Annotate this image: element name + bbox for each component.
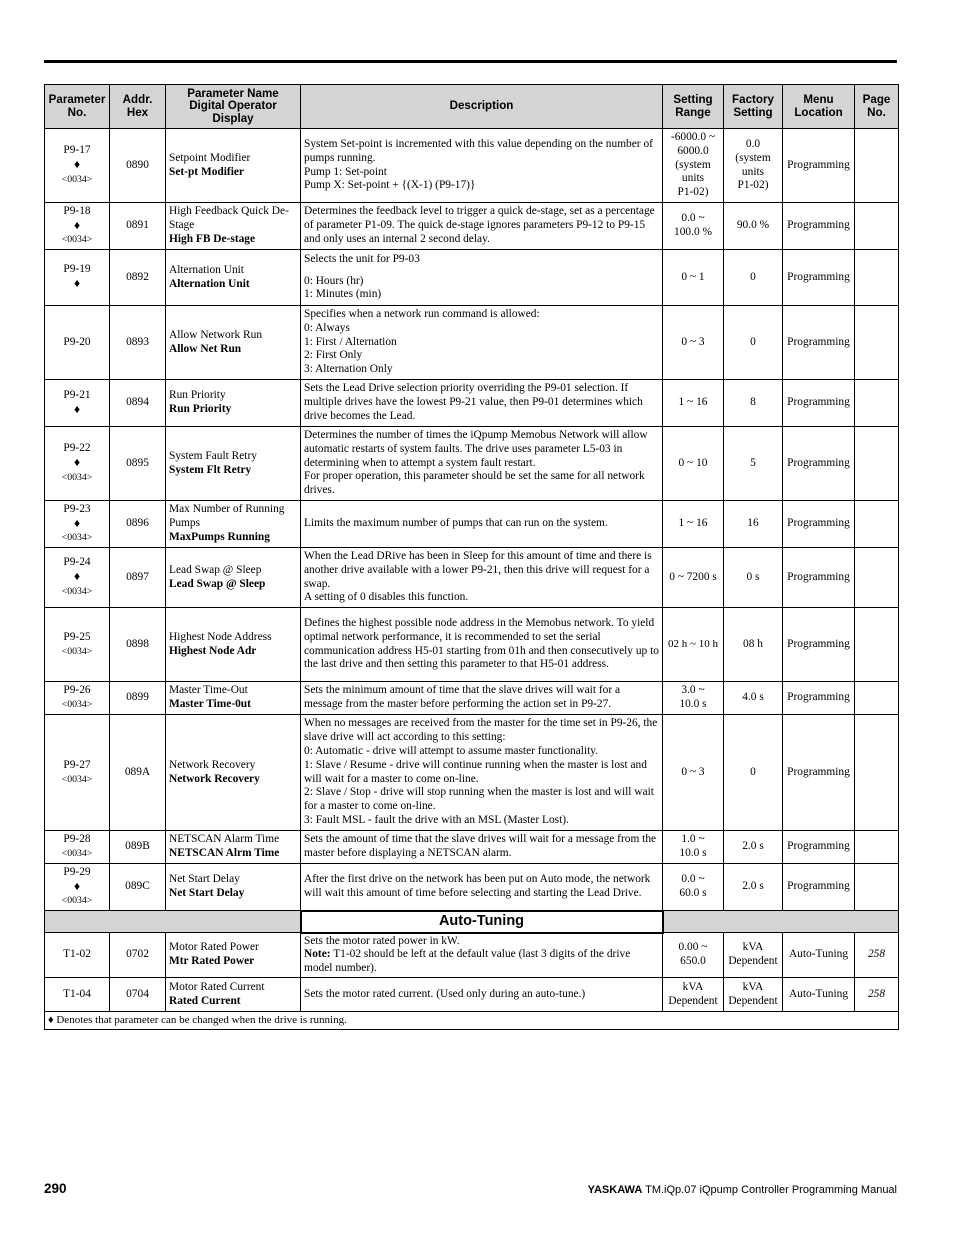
menu-cell: Programming [783,250,855,306]
header-name-display: Parameter Name Digital Operator Display [166,85,301,129]
menu-cell: Programming [783,306,855,380]
factory-cell: kVA Dependent [724,933,783,978]
addr-cell: 0702 [110,933,166,978]
header-param-no: Parameter No. [45,85,110,129]
brand-name: YASKAWA [587,1184,643,1196]
factory-cell: 16 [724,501,783,548]
param-cell: P9-25 <0034> [45,608,110,682]
description-cell: When the Lead DRive has been in Sleep for this amount of time and there is another drive available with a lower P9-21, then this drive will request for a swap. A setting of 0 disables this function. [301,548,663,608]
factory-cell: 0 s [724,548,783,608]
page-cell [855,380,899,427]
diamond-icon: ♦ [73,569,81,584]
addr-cell: 0896 [110,501,166,548]
page-link[interactable]: 258 [855,978,899,1012]
header-factory-setting: Factory Setting [724,85,783,129]
addr-cell: 0892 [110,250,166,306]
top-rule [44,60,897,63]
range-cell: 0.0 ~ 100.0 % [663,203,724,250]
menu-cell: Programming [783,427,855,501]
page-cell [855,682,899,715]
name-cell: Lead Swap @ Sleep Lead Swap @ Sleep [166,548,301,608]
factory-cell: 5 [724,427,783,501]
param-cell: T1-02 [45,933,110,978]
name-cell: Network Recovery Network Recovery [166,715,301,831]
table-row [45,933,899,978]
range-cell: 1 ~ 16 [663,380,724,427]
page-cell [855,715,899,831]
factory-cell: 2.0 s [724,831,783,864]
factory-cell: kVA Dependent [724,978,783,1012]
factory-cell: 0 [724,306,783,380]
param-cell: P9-22 ♦ <0034> [45,427,110,501]
header-row [45,85,899,129]
range-cell: 0 ~ 1 [663,250,724,306]
addr-cell: 089B [110,831,166,864]
param-cell: P9-18 ♦ <0034> [45,203,110,250]
name-cell: Max Number of Running Pumps MaxPumps Running [166,501,301,548]
description-cell: Determines the feedback level to trigger a quick de-stage, set as a percentage of parameter P1-09. The quick de-stage ignores parameters P9-12 to P9-15 and only uses an internal 2 second delay. [301,203,663,250]
addr-cell: 089C [110,864,166,911]
addr-cell: 0899 [110,682,166,715]
range-cell: -6000.0 ~ 6000.0 (system units P1-02) [663,129,724,203]
description-cell: Sets the Lead Drive selection priority overriding the P9-01 selection. If multiple drives have the lowest P9-21 value, then P9-01 determines which drive becomes the Lead. [301,380,663,427]
table-row [45,682,899,715]
param-cell: P9-19 ♦ [45,250,110,306]
section-header-row [45,911,899,933]
parameter-table [44,84,899,1030]
range-cell: 0 ~ 3 [663,715,724,831]
section-title: Auto-Tuning [301,911,663,933]
table-row [45,250,899,306]
range-cell: 0 ~ 3 [663,306,724,380]
menu-cell: Auto-Tuning [783,978,855,1012]
factory-cell: 90.0 % [724,203,783,250]
param-cell: P9-21 ♦ [45,380,110,427]
footnote: ♦ Denotes that parameter can be changed when the drive is running. [45,1012,899,1030]
description-cell: Specifies when a network run command is allowed: 0: Always 1: First / Alternation 2: First Only 3: Alternation Only [301,306,663,380]
header-addr-hex: Addr. Hex [110,85,166,129]
name-cell: System Fault Retry System Flt Retry [166,427,301,501]
diamond-icon: ♦ [73,515,81,530]
factory-cell: 08 h [724,608,783,682]
param-cell: P9-28 <0034> [45,831,110,864]
header-page-no: Page No. [855,85,899,129]
name-cell: Master Time-Out Master Time-0ut [166,682,301,715]
table-row [45,548,899,608]
description-cell: Limits the maximum number of pumps that can run on the system. [301,501,663,548]
footnote-row [45,1012,899,1030]
factory-cell: 0 [724,250,783,306]
range-cell: 0 ~ 7200 s [663,548,724,608]
page-cell [855,501,899,548]
param-cell: P9-23 ♦ <0034> [45,501,110,548]
description-cell: Sets the minimum amount of time that the slave drives will wait for a message from the master before performing the action set in P9-27. [301,682,663,715]
description-cell: Selects the unit for P9-03 0: Hours (hr) 1: Minutes (min) [301,250,663,306]
name-cell: Setpoint Modifier Set-pt Modifier [166,129,301,203]
menu-cell: Auto-Tuning [783,933,855,978]
description-cell: Defines the highest possible node address in the Memobus network. To yield optimal network performance, it is recommended to set the serial communication address H5-01 starting from 01h and then consecutively up to the last drive and then setting this parameter to that H5-01 address. [301,608,663,682]
param-cell: P9-17 ♦ <0034> [45,129,110,203]
name-cell: Highest Node Address Highest Node Adr [166,608,301,682]
section-fill-left [45,911,301,933]
param-cell: P9-27 <0034> [45,715,110,831]
page-cell [855,250,899,306]
addr-cell: 0891 [110,203,166,250]
table-row [45,203,899,250]
menu-cell: Programming [783,864,855,911]
table-row [45,864,899,911]
range-cell: 1 ~ 16 [663,501,724,548]
diamond-icon: ♦ [73,878,81,893]
table-row [45,501,899,548]
description-cell: Sets the motor rated power in kW. Note: T1-02 should be left at the default value (last 3 digits of the drive model number). [301,933,663,978]
manual-name: TM.iQp.07 iQpump Controller Programming Manual [642,1184,897,1196]
description-cell: Sets the amount of time that the slave drives will wait for a message from the master before displaying a NETSCAN alarm. [301,831,663,864]
table-row [45,129,899,203]
table-row [45,306,899,380]
menu-cell: Programming [783,380,855,427]
factory-cell: 4.0 s [724,682,783,715]
menu-cell: Programming [783,129,855,203]
menu-cell: Programming [783,608,855,682]
name-cell: Net Start Delay Net Start Delay [166,864,301,911]
page-cell [855,548,899,608]
menu-cell: Programming [783,682,855,715]
name-cell: High Feedback Quick De-Stage High FB De-stage [166,203,301,250]
range-cell: 0.0 ~ 60.0 s [663,864,724,911]
addr-cell: 089A [110,715,166,831]
description-cell: Determines the number of times the iQpump Memobus Network will allow automatic restarts of system faults. The drive uses parameter L5-03 in determining when to attempt a system fault restart. For proper operation, this parameter should be set the same for all network drives. [301,427,663,501]
diamond-icon: ♦ [73,217,81,232]
addr-cell: 0894 [110,380,166,427]
addr-cell: 0890 [110,129,166,203]
section-fill-right [663,911,899,933]
diamond-icon: ♦ [73,401,81,416]
table-row [45,978,899,1012]
header-description: Description [301,85,663,129]
param-cell: P9-24 ♦ <0034> [45,548,110,608]
description-cell: After the first drive on the network has been put on Auto mode, the network will wait this amount of time before selecting and starting the Lead Drive. [301,864,663,911]
table-row [45,715,899,831]
footer-manual-title [588,1184,897,1196]
name-cell: Allow Network Run Allow Net Run [166,306,301,380]
factory-cell: 0 [724,715,783,831]
page-number: 290 [44,1181,67,1196]
param-cell: P9-20 [45,306,110,380]
header-menu-location: Menu Location [783,85,855,129]
description-cell: System Set-point is incremented with this value depending on the number of pumps running. Pump 1: Set-point Pump X: Set-point + {(X-1) (P9-17)} [301,129,663,203]
page-cell [855,864,899,911]
menu-cell: Programming [783,715,855,831]
name-cell: NETSCAN Alarm Time NETSCAN Alrm Time [166,831,301,864]
description-cell: When no messages are received from the master for the time set in P9-26, the slave drive will act according to this setting: 0: Automatic - drive will attempt to assume master functionality. 1: Slave / Resume - drive will continue running when the master is lost and will wait for a master to come on-line. 2: Slave / Stop - drive will stop running when the master is lost and will wait for a master to come on-line. 3: Fault MSL - fault the drive with an MSL (Master Lost). [301,715,663,831]
range-cell: kVA Dependent [663,978,724,1012]
factory-cell: 2.0 s [724,864,783,911]
table-row [45,380,899,427]
page-cell [855,129,899,203]
diamond-icon: ♦ [73,455,81,470]
range-cell: 3.0 ~ 10.0 s [663,682,724,715]
addr-cell: 0893 [110,306,166,380]
menu-cell: Programming [783,831,855,864]
addr-cell: 0704 [110,978,166,1012]
table-row [45,427,899,501]
param-cell: P9-26 <0034> [45,682,110,715]
diamond-icon: ♦ [73,276,81,290]
name-cell: Motor Rated Power Mtr Rated Power [166,933,301,978]
param-cell: T1-04 [45,978,110,1012]
addr-cell: 0897 [110,548,166,608]
range-cell: 1.0 ~ 10.0 s [663,831,724,864]
table-row [45,608,899,682]
page-cell [855,608,899,682]
menu-cell: Programming [783,501,855,548]
range-cell: 0.00 ~ 650.0 [663,933,724,978]
range-cell: 0 ~ 10 [663,427,724,501]
page-cell [855,427,899,501]
factory-cell: 0.0 (system units P1-02) [724,129,783,203]
name-cell: Run Priority Run Priority [166,380,301,427]
page-cell [855,831,899,864]
name-cell: Motor Rated Current Rated Current [166,978,301,1012]
header-setting-range: Setting Range [663,85,724,129]
diamond-icon: ♦ [73,157,81,172]
page-cell [855,203,899,250]
name-cell: Alternation Unit Alternation Unit [166,250,301,306]
param-cell: P9-29 ♦ <0034> [45,864,110,911]
range-cell: 02 h ~ 10 h [663,608,724,682]
menu-cell: Programming [783,203,855,250]
addr-cell: 0895 [110,427,166,501]
table-row [45,831,899,864]
description-cell: Sets the motor rated current. (Used only during an auto-tune.) [301,978,663,1012]
addr-cell: 0898 [110,608,166,682]
page-link[interactable]: 258 [855,933,899,978]
factory-cell: 8 [724,380,783,427]
page-cell [855,306,899,380]
menu-cell: Programming [783,548,855,608]
